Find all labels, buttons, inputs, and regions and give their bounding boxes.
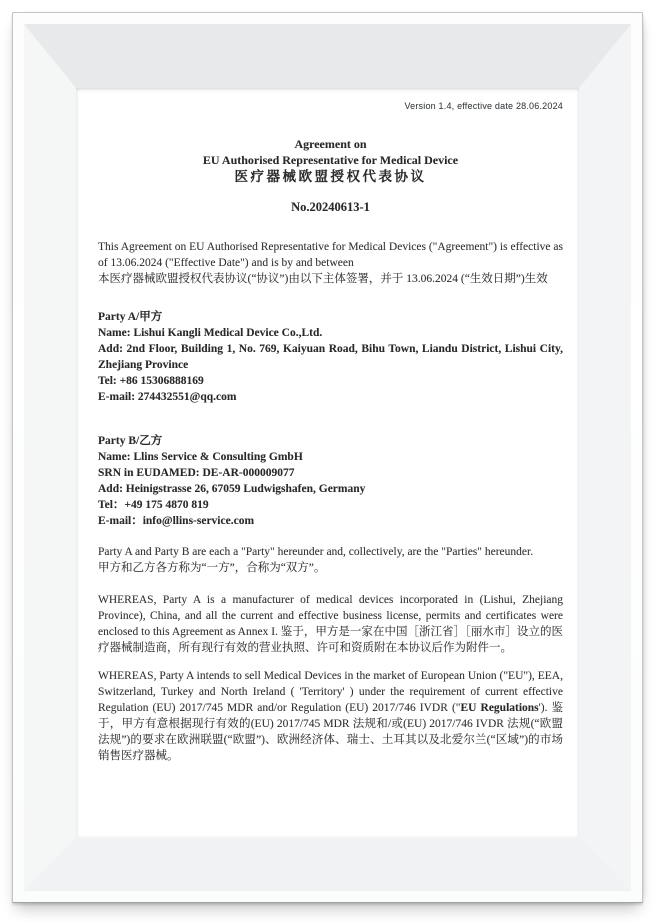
party-b-block: [98, 433, 563, 529]
party-b-name: Name: Llins Service & Consulting GmbH: [98, 451, 303, 463]
intro-chinese: 本医疗器械欧盟授权代表协议(“协议”)由以下主体签署，并于 13.06.2024 (“生效日期”)生效: [98, 273, 548, 285]
parties-clause-english: Party A and Party B are each a "Party" hereunder and, collectively, are the "Parties" hereunder.: [98, 546, 534, 558]
party-a-tel: Tel: +86 15306888169: [98, 375, 204, 387]
picture-frame: [12, 12, 643, 903]
whereas-paragraph-2: WHEREAS, Party A intends to sell Medical Devices in the market of European Union ("EU"), EEA, Switzerland, Turkey and North Ireland ( 'Territory' ) under the requirement of current effective Regulation (EU) 2017/745 MDR and/or Regulation (EU) 2017/746 IVDR ("EU Regulations'). 鉴于，甲方有意根据现行有效的(EU) 2017/745 MDR 法规和/或(EU) 2017/746 IVDR 法规(“欧盟法规”)的要求在欧洲联盟(“欧盟”)、欧洲经济体、瑞士、土耳其以及北爱尔兰(“区域”)的市场销售医疗器械。: [98, 670, 564, 762]
party-a-name: Name: Lishui Kangli Medical Device Co.,Ltd.: [98, 327, 323, 339]
party-a-heading: Party A/甲方: [98, 311, 163, 323]
parties-clause: [98, 544, 563, 576]
party-b-tel: Tel：+49 175 4870 819: [98, 499, 209, 511]
party-b-address: Add: Heinigstrasse 26, 67059 Ludwigshafen, Germany: [98, 483, 366, 495]
intro-paragraph: [98, 239, 563, 287]
party-a-email: E-mail: 274432551@qq.com: [98, 391, 237, 403]
frame-mat: [24, 24, 631, 891]
party-a-block: [98, 309, 563, 405]
title-line-3-chinese: 医疗器械欧盟授权代表协议: [234, 169, 427, 184]
party-a-address: Add: 2nd Floor, Building 1, No. 769, Kaiyuan Road, Bihu Town, Liandu District, Lishui City, Zhejiang Province: [98, 343, 563, 371]
party-b-heading: Party B/乙方: [98, 435, 163, 447]
agreement-number: No.20240613-1: [291, 200, 370, 214]
title-line-2: EU Authorised Representative for Medical Device: [202, 153, 459, 167]
intro-english: This Agreement on EU Authorised Representative for Medical Devices ("Agreement") is effective as of 13.06.2024 ("Effective Date") and is by and between: [98, 241, 563, 269]
party-b-email: E-mail：info@llins-service.com: [98, 515, 255, 527]
document-title: [98, 136, 563, 186]
title-line-1: Agreement on: [294, 137, 367, 151]
party-b-srn: SRN in EUDAMED: DE-AR-000009077: [98, 467, 295, 479]
whereas-paragraph-1: WHEREAS, Party A is a manufacturer of medical devices incorporated in (Lishui, Zhejiang Province), China, and all the current and effective business license, permits and certificates were enclosed to this Agreement as Annex I. 鉴于，甲方是一家在中国［浙江省］［丽水市］设立的医疗器械制造商，所有现行有效的营业执照、许可和资质附在本协议后作为附件一。: [98, 594, 563, 654]
document-page: [76, 88, 579, 837]
parties-clause-chinese: 甲方和乙方各方称为“一方”，合称为“双方”。: [98, 562, 326, 574]
version-note: Version 1.4, effective date 28.06.2024: [404, 101, 563, 111]
